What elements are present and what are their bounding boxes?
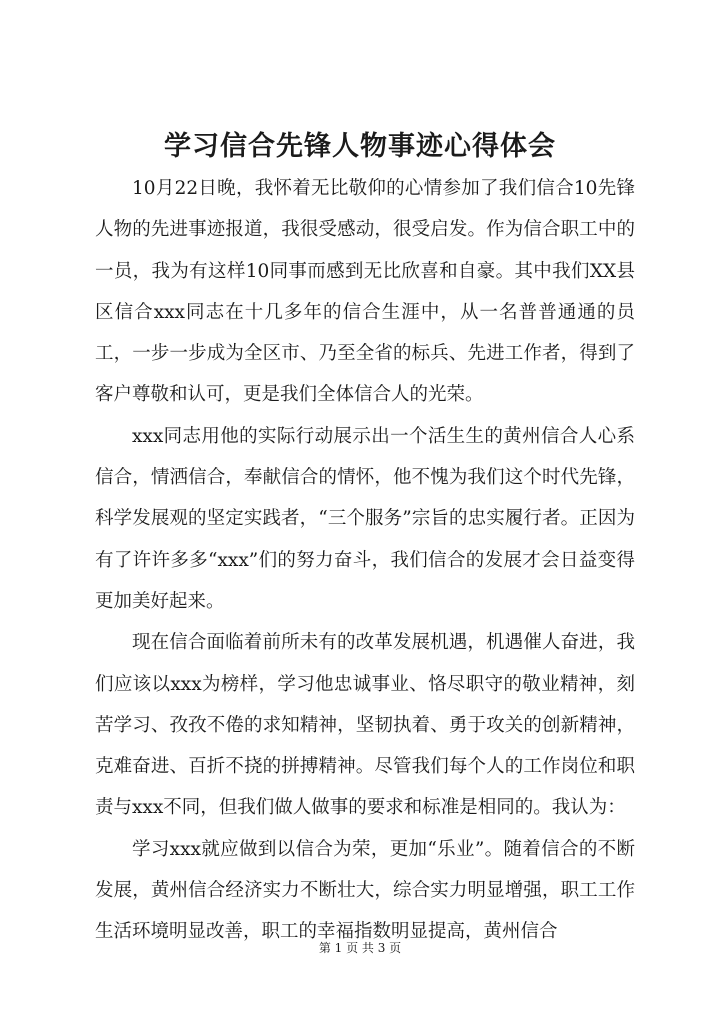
paragraph-1: 10月22日晚，我怀着无比敬仰的心情参加了我们信合10先锋人物的先进事迹报道，我很受感动，很受启发。作为信合职工中的一员，我为有这样10同事而感到无比欣喜和自豪。其中我们XX县区信合xxx同志在十几多年的信合生涯中，从一名普普通通的员工，一步一步成为全区市、乃至全省的标兵、先进工作者，得到了客户尊敬和认可，更是我们全体信合人的光荣。 [95,178,635,406]
page-number-footer: 第 1 页 共 3 页 [318,941,402,955]
document-title: 学习信合先锋人物事迹心得体会 [164,131,556,162]
paragraph-2: xxx同志用他的实际行动展示出一个活生生的黄州信合人心系信合，情洒信合，奉献信合的情怀，他不愧为我们这个时代先锋，科学发展观的坚定实践者，“三个服务”宗旨的忠实履行者。正因为有了许许多多“xxx”们的努力奋斗，我们信合的发展才会日益变得更加美好起来。 [95,425,635,612]
document-body [95,168,635,953]
paragraph-4: 学习xxx就应做到以信合为荣，更加“乐业”。随着信合的不断发展，黄州信合经济实力不断壮大，综合实力明显增强，职工工作生活环境明显改善，职工的幸福指数明显提高，黄州信合 [95,838,635,943]
paragraph-3: 现在信合面临着前所未有的改革发展机遇，机遇催人奋进，我们应该以xxx为榜样，学习他忠诚事业、恪尽职守的敬业精神，刻苦学习、孜孜不倦的求知精神，坚韧执着、勇于攻关的创新精神，克难奋进、百折不挠的拼搏精神。尽管我们每个人的工作岗位和职责与xxx不同，但我们做人做事的要求和标准是相同的。我认为： [95,632,635,819]
